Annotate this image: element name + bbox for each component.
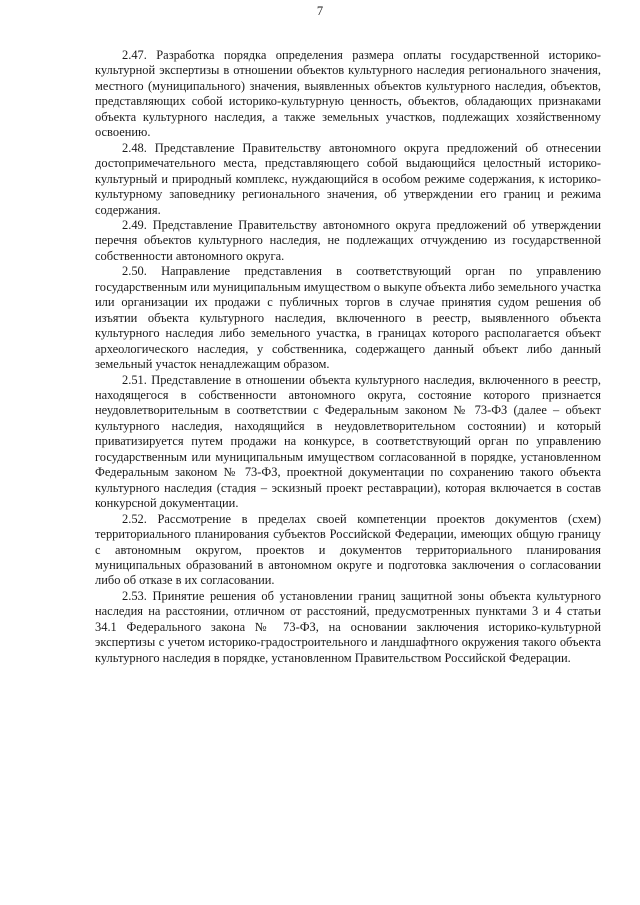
paragraph-2-53: 2.53. Принятие решения об установлении границ защитной зоны объекта культурного наследия на расстоянии, отличном от расстояний, предусмотренных пунктами 3 и 4 статьи 34.1 Федерального закона № 73-ФЗ, на основании заключения историко-культурной экспертизы с учетом историко-градостроительного и ландшафтного окружения такого объекта культурного наследия в порядке, установленном Правительством Российской Федерации.	[95, 588, 601, 665]
document-body	[95, 48, 601, 666]
paragraph-2-50: 2.50. Направление представления в соответствующий орган по управлению государственным или муниципальным имуществом о выкупе объекта либо земельного участка или организации их продажи с публичных торгов в случае принятия судом решения об изъятии объекта культурного наследия, включенного в реестр, выявленного объекта культурного наследия либо земельного участка, в границах которого располагается объект археологического наследия, у собственника, содержащего данный объект либо данный земельный участок ненадлежащим образом.	[95, 264, 601, 372]
paragraph-2-52: 2.52. Рассмотрение в пределах своей компетенции проектов документов (схем) территориального планирования субъектов Российской Федерации, имеющих общую границу с автономным округом, проектов и документов территориального планирования муниципальных образований в автономном округе и подготовка заключения о согласовании либо об отказе в их согласовании.	[95, 511, 601, 588]
page-number: 7	[316, 4, 324, 18]
paragraph-2-51: 2.51. Представление в отношении объекта культурного наследия, включенного в реестр, находящегося в собственности автономного округа, состояние которого признается неудовлетворительным в соответствии с Федеральным законом № 73-ФЗ (далее – объект культурного наследия, находящийся в неудовлетворительном состоянии) и который приватизируется путем продажи на конкурсе, в соответствующий орган по управлению государственным или муниципальным имуществом согласованной в порядке, установленном Федеральным законом № 73-ФЗ, проектной документации по сохранению такого объекта культурного наследия (стадия – эскизный проект реставрации), которая включается в состав конкурсной документации.	[95, 372, 601, 511]
paragraph-2-47: 2.47. Разработка порядка определения размера оплаты государственной историко-культурной экспертизы в отношении объектов культурного наследия регионального значения, местного (муниципального) значения, выявленных объектов культурного наследия, объектов, представляющих собой историко-культурную ценность, объектов, обладающих признаками объекта культурного наследия, а также земельных участков, подлежащих хозяйственному освоению.	[95, 48, 601, 140]
paragraph-2-49: 2.49. Представление Правительству автономного округа предложений об утверждении перечня объектов культурного наследия, не подлежащих отчуждению из государственной собственности автономного округа.	[95, 217, 601, 263]
paragraph-2-48: 2.48. Представление Правительству автономного округа предложений об отнесении достопримечательного места, представляющего собой выдающийся целостный историко-культурный и природный комплекс, нуждающийся в особом режиме содержания, к историко-культурному заповеднику регионального значения, об утверждении его границ и режима содержания.	[95, 140, 601, 217]
